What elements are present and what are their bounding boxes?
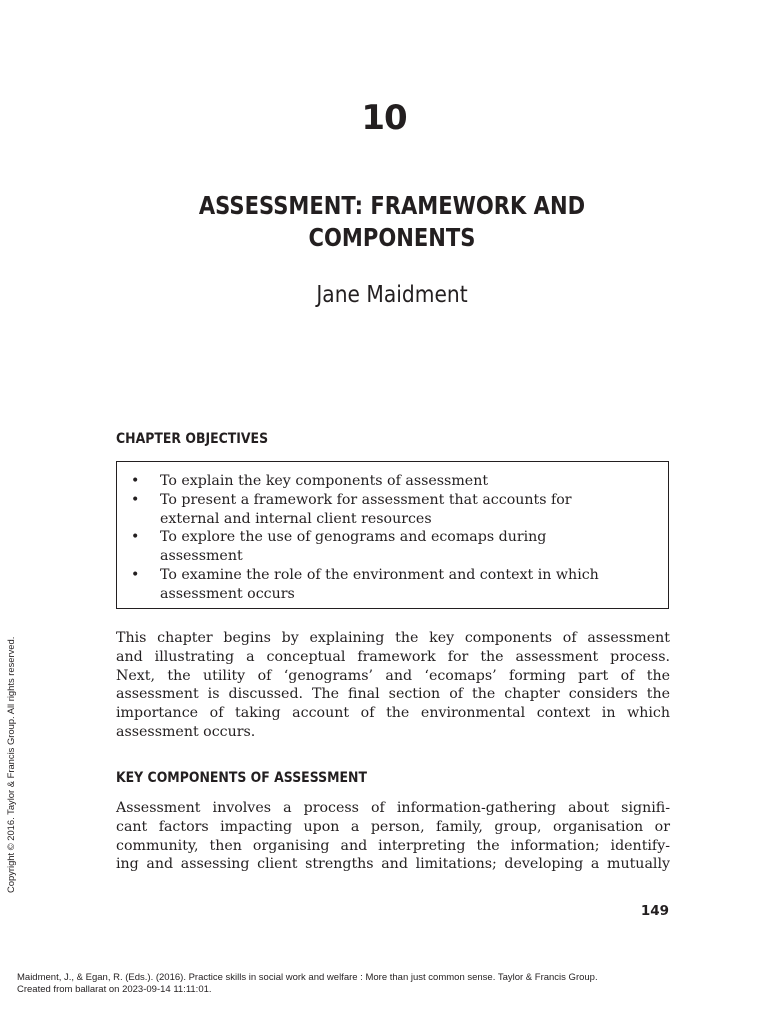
chapter-objectives-box [116,461,669,609]
objective-line: external and internal client resources [160,510,432,527]
paragraph-line: Next, the utility of ‘genograms’ and ‘ecomaps’ forming part of the [116,667,670,684]
objective-item [117,566,668,604]
paragraph-line: importance of taking account of the environmental context in which [116,705,670,722]
chapter-title [184,190,600,254]
chapter-author: Jane Maidment [316,282,468,308]
bullet-icon: • [131,473,140,489]
paragraph-line: Assessment involves a process of information-gathering about signifi- [116,800,670,816]
objective-item [117,491,668,529]
key-components-heading: KEY COMPONENTS OF ASSESSMENT [116,770,367,786]
copyright-notice: Copyright © 2016. Taylor & Francis Group. All rights reserved. [5,636,16,893]
paragraph-line: and illustrating a conceptual framework for the assessment process. [116,648,670,665]
created-text: Created from ballarat on 2023-09-14 11:11:01. [17,984,212,995]
paragraph-line: This chapter begins by explaining the key components of assessment [116,630,670,646]
objective-line: To explore the use of genograms and ecomaps during [160,529,547,546]
chapter-number: 10 [361,98,407,138]
objective-line: assessment occurs [160,585,295,602]
bullet-icon: • [131,566,140,583]
chapter-title-line: ASSESSMENT: FRAMEWORK AND [198,191,586,220]
chapter-title-line: COMPONENTS [308,223,476,252]
bullet-icon: • [131,491,140,508]
paragraph-line: assessment is discussed. The final section of the chapter considers the [116,686,670,703]
bullet-icon: • [131,529,140,546]
key-components-paragraph [116,799,670,874]
paragraph-line: cant factors impacting upon a person, family, group, organisation or [116,818,670,835]
paragraph-line: ing and assessing client strengths and limitations; developing a mutually [116,856,670,873]
intro-paragraph [116,629,670,742]
citation-footer [17,972,598,996]
objective-line: assessment [160,548,243,565]
chapter-objectives-heading: CHAPTER OBJECTIVES [116,431,269,447]
objective-line: To examine the role of the environment and context in which [160,566,599,583]
objective-item [117,472,668,491]
paragraph-line: community, then organising and interpreting the information; identify- [116,837,670,854]
page-number: 149 [640,903,669,919]
objective-line: To explain the key components of assessment [160,473,489,489]
objective-item [117,528,668,566]
objectives-list [117,462,668,604]
objective-line: To present a framework for assessment that accounts for [160,491,572,508]
paragraph-line: assessment occurs. [116,723,256,740]
citation-text: Maidment, J., & Egan, R. (Eds.). (2016). Practice skills in social work and welfare : More than just common sense. Taylor & Francis Group. [17,972,598,983]
